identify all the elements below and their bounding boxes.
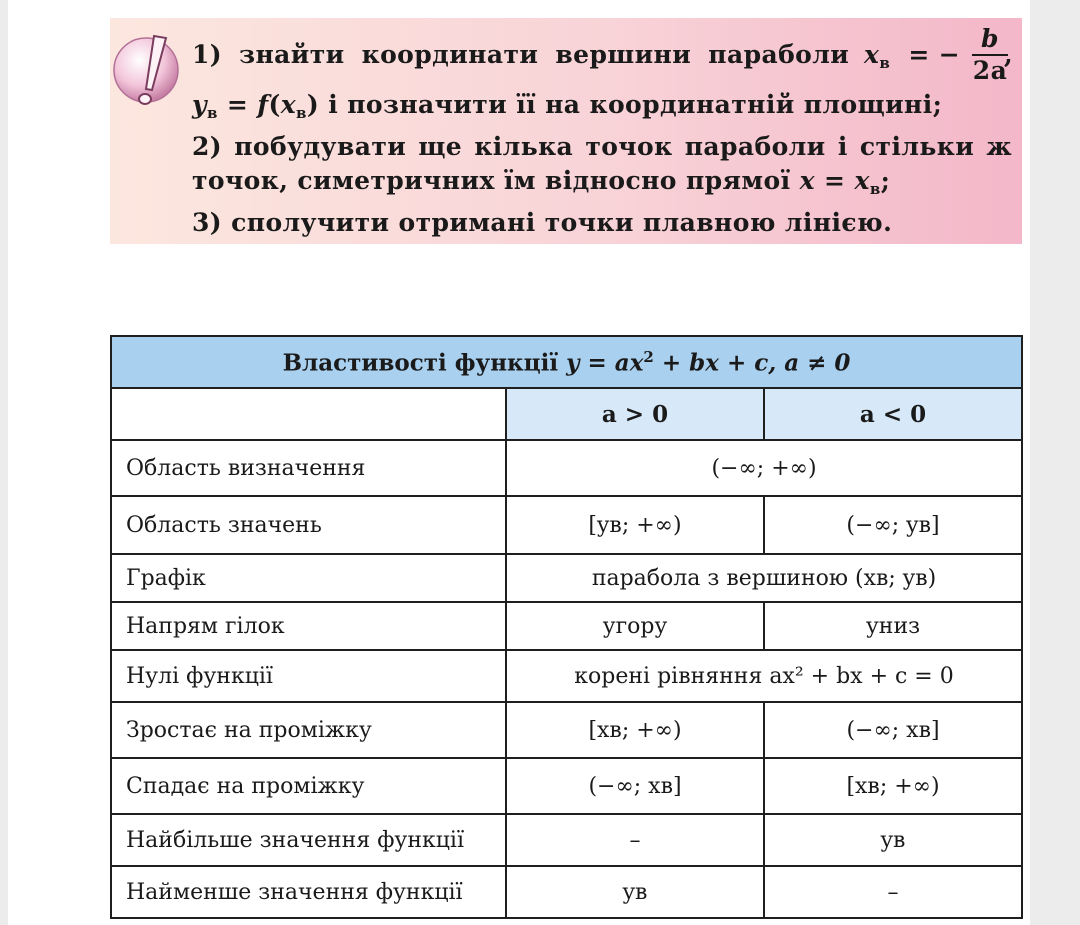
row-label: Напрям гілок [111, 602, 506, 650]
table-row [111, 650, 1022, 702]
row-value-a-positive: – [506, 814, 764, 866]
row-label: Область значень [111, 496, 506, 554]
algorithm-step-2-cont: точок, симетричних їм відносно прямої $x = x_в$; [192, 166, 891, 198]
page-margin-right [1030, 0, 1080, 925]
page-margin-left [0, 0, 8, 925]
row-value-a-negative: униз [764, 602, 1022, 650]
table-row [111, 440, 1022, 496]
row-label: Нулі функції [111, 650, 506, 702]
algorithm-step-2: 2) побудувати ще кілька точок параболи і стільки ж [192, 132, 1012, 161]
table-row [111, 758, 1022, 814]
row-value-a-positive: [xв; +∞) [506, 702, 764, 758]
row-value-a-negative: yв [764, 814, 1022, 866]
row-value-a-negative: [xв; +∞) [764, 758, 1022, 814]
row-value-both: парабола з вершиною (xв; yв) [506, 554, 1022, 602]
row-label: Спадає на проміжку [111, 758, 506, 814]
table-row [111, 702, 1022, 758]
row-label: Область визначення [111, 440, 506, 496]
row-value-a-positive: yв [506, 866, 764, 918]
table-row [111, 866, 1022, 918]
table-body [111, 440, 1022, 918]
properties-table [110, 335, 1023, 919]
header-a-positive: a > 0 [506, 388, 764, 440]
row-value-a-positive: (−∞; xв] [506, 758, 764, 814]
algorithm-step-1: 1) знайти координати вершини параболи $x_в$ = − b 2a , [192, 24, 1014, 85]
vertex-x-formula-left: $x_в$ = − [864, 40, 961, 72]
exclamation-icon [112, 30, 192, 110]
algorithm-box [110, 18, 1022, 244]
table-header-row [111, 388, 1022, 440]
row-value-a-negative: – [764, 866, 1022, 918]
header-a-negative: a < 0 [764, 388, 1022, 440]
row-label: Найменше значення функції [111, 866, 506, 918]
row-value-both: корені рівняння ax² + bx + c = 0 [506, 650, 1022, 702]
table-title-row [111, 336, 1022, 388]
algorithm-step-3: 3) сполучити отримані точки плавною лінією. [192, 208, 893, 237]
row-value-a-negative: (−∞; xв] [764, 702, 1022, 758]
algorithm-text [192, 24, 1014, 240]
table-row [111, 814, 1022, 866]
row-label: Найбільше значення функції [111, 814, 506, 866]
table-row [111, 496, 1022, 554]
algorithm-step-1-cont: $y_в = f(x_в)$ і позначити її на координатній площині; [192, 90, 943, 122]
table-row [111, 554, 1022, 602]
header-empty-cell [111, 388, 506, 440]
row-value-a-negative: (−∞; yв] [764, 496, 1022, 554]
row-value-a-positive: угору [506, 602, 764, 650]
row-value-a-positive: [yв; +∞) [506, 496, 764, 554]
table-title: Властивості функції $y = ax^2$ + bx + c, a ≠ 0 [111, 336, 1022, 388]
fraction-b-over-2a: b 2a [972, 24, 1008, 85]
table-row [111, 602, 1022, 650]
step-1-text: 1) знайти координати вершини параболи [192, 40, 850, 69]
row-label: Зростає на проміжку [111, 702, 506, 758]
row-label: Графік [111, 554, 506, 602]
row-value-both: (−∞; +∞) [506, 440, 1022, 496]
